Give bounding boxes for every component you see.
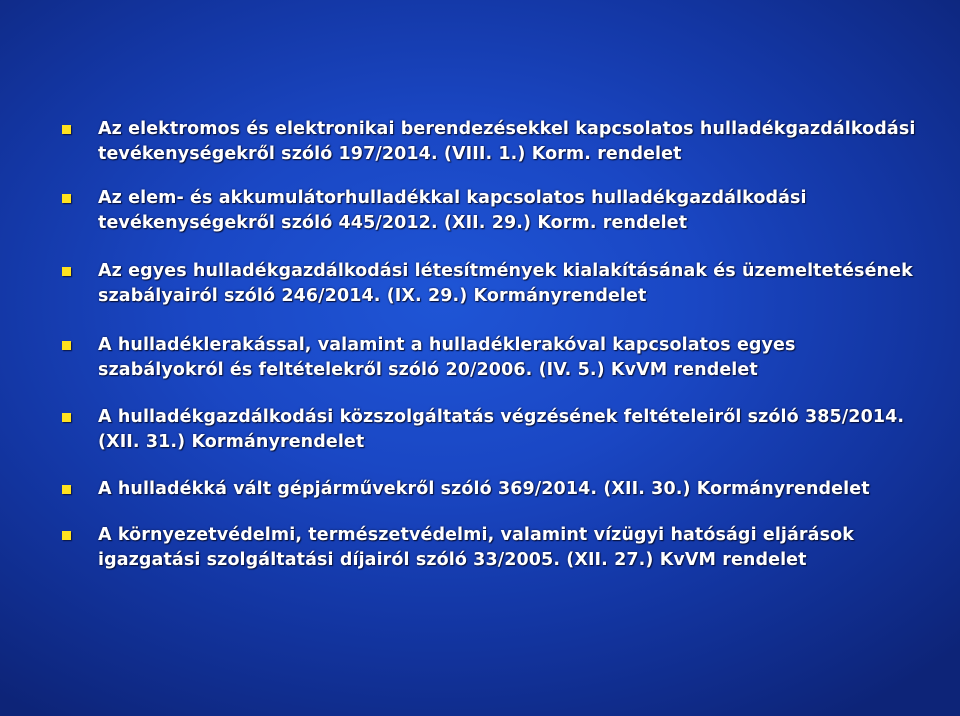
list-item [62,523,922,573]
list-item [62,333,922,383]
list-item [62,186,922,236]
square-bullet-icon [62,531,71,540]
list-item-text: A hulladéklerakással, valamint a hulladéklerakóval kapcsolatos egyes szabályokról és feltételekről szóló 20/2006. (IV. 5.) KvVM rendelet [98,335,796,380]
square-bullet-icon [62,125,71,134]
square-bullet-icon [62,267,71,276]
square-bullet-icon [62,194,71,203]
list-item [62,117,922,167]
list-item [62,477,922,502]
list-item-text: Az elem- és akkumulátorhulladékkal kapcsolatos hulladékgazdálkodási tevékenységekről szóló 445/2012. (XII. 29.) Korm. rendelet [98,188,807,233]
bullet-list [62,117,922,573]
list-item-text: Az elektromos és elektronikai berendezésekkel kapcsolatos hulladékgazdálkodási tevékenységekről szóló 197/2014. (VIII. 1.) Korm. rendelet [98,119,916,164]
square-bullet-icon [62,413,71,422]
list-item-text: A hulladékgazdálkodási közszolgáltatás végzésének feltételeiről szóló 385/2014. (XII. 31.) Kormányrendelet [98,407,905,452]
list-item [62,259,922,309]
list-item-text: A hulladékká vált gépjárművekről szóló 369/2014. (XII. 30.) Kormányrendelet [98,479,870,499]
square-bullet-icon [62,485,71,494]
list-item-text: A környezetvédelmi, természetvédelmi, valamint vízügyi hatósági eljárások igazgatási szolgáltatási díjairól szóló 33/2005. (XII. 27.) KvVM rendelet [98,525,854,570]
list-item [62,405,922,455]
square-bullet-icon [62,341,71,350]
list-item-text: Az egyes hulladékgazdálkodási létesítmények kialakításának és üzemeltetésének szabályairól szóló 246/2014. (IX. 29.) Kormányrendelet [98,261,913,306]
